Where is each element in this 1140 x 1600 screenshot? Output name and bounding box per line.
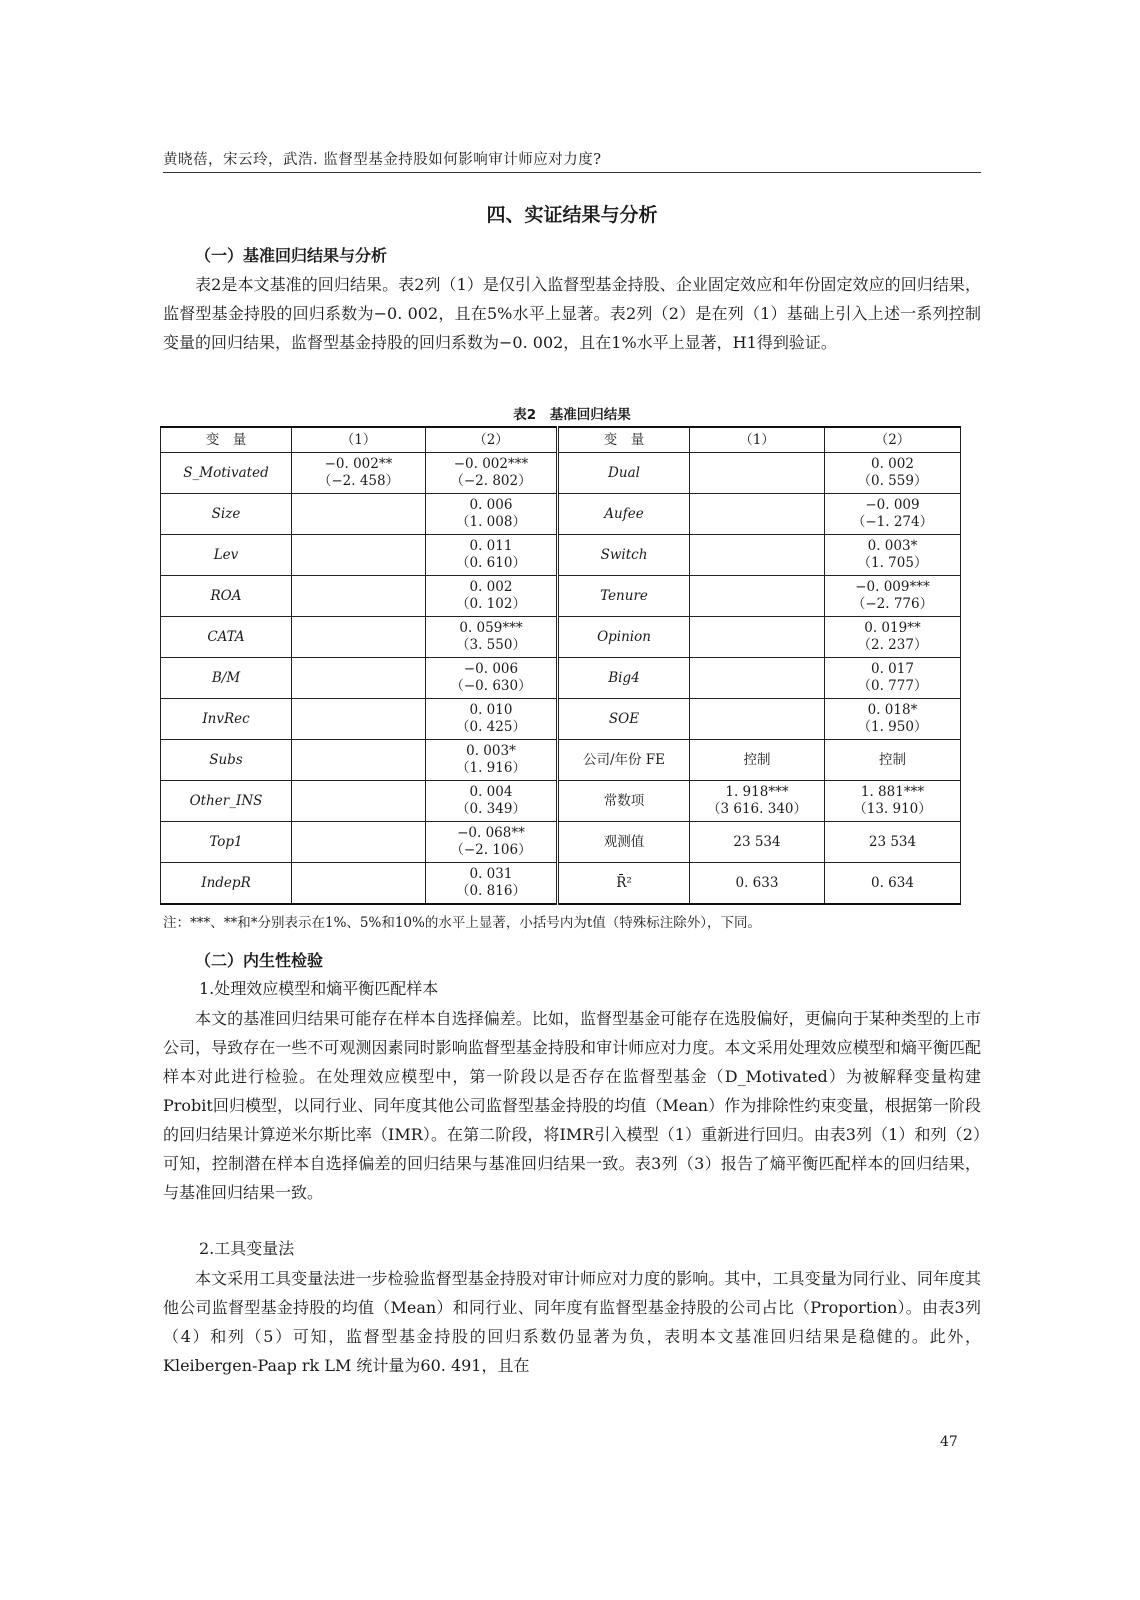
cell-t-value: （−2. 802） [450, 473, 532, 489]
cell-value: Lev [213, 546, 239, 563]
cell-value: Tenure [600, 587, 648, 604]
left-col2-cell [426, 617, 558, 658]
cell-value: Top1 [209, 833, 243, 850]
right-variable-cell [558, 535, 690, 576]
cell-value: 控制 [879, 751, 906, 768]
cell-value: 0. 010 [469, 702, 513, 718]
cell-t-value: （−2. 106） [450, 842, 532, 858]
right-col2-cell [825, 822, 961, 863]
right-col1-cell [690, 494, 825, 535]
header-cell: （2） [825, 427, 961, 453]
cell-value: 0. 019** [864, 620, 921, 636]
table-row [161, 822, 961, 863]
header-rule [163, 172, 981, 173]
right-col1-cell [690, 453, 825, 494]
subsection-title-2: （二）内生性检验 [195, 951, 324, 970]
cell-t-value: （0. 102） [456, 596, 526, 612]
left-col1-cell [292, 535, 426, 576]
left-col2-cell [426, 658, 558, 699]
left-variable-cell [161, 658, 292, 699]
cell-t-value: （3 616. 340） [707, 801, 807, 817]
cell-value: 0. 011 [469, 538, 513, 554]
left-col1-cell [292, 617, 426, 658]
page-number: 47 [940, 1434, 958, 1450]
right-col2-cell [825, 494, 961, 535]
table-body [161, 427, 961, 904]
left-col2-cell [426, 576, 558, 617]
table-row [161, 781, 961, 822]
table-caption: 表2 基准回归结果 [513, 407, 631, 423]
cell-value: 0. 004 [469, 784, 513, 800]
left-col2-cell [426, 740, 558, 781]
cell-value: 0. 002 [871, 456, 914, 472]
right-variable-cell [558, 781, 690, 822]
right-variable-cell [558, 576, 690, 617]
left-col1-cell [292, 822, 426, 863]
left-col1-cell [292, 453, 426, 494]
cell-t-value: （3. 550） [456, 637, 526, 653]
left-col1-cell [292, 781, 426, 822]
cell-value: 1. 881*** [860, 784, 925, 800]
cell-value: 观测值 [603, 833, 645, 850]
header-cell: （2） [426, 427, 558, 453]
cell-value: Size [211, 505, 241, 522]
right-col2-cell [825, 453, 961, 494]
left-col2-cell [426, 822, 558, 863]
cell-t-value: （−0. 630） [450, 678, 532, 694]
left-variable-cell [161, 494, 292, 535]
cell-t-value: （0. 816） [456, 883, 526, 899]
header-cell: 变 量 [558, 427, 690, 453]
cell-value: Switch [600, 546, 648, 563]
cell-t-value: （2. 237） [857, 637, 928, 653]
right-variable-cell [558, 863, 690, 905]
right-col1-cell [690, 863, 825, 905]
table-row [161, 453, 961, 494]
cell-t-value: （0. 425） [456, 719, 526, 735]
cell-value: Subs [209, 751, 243, 768]
cell-t-value: （1. 916） [456, 760, 526, 776]
left-variable-cell [161, 617, 292, 658]
cell-value: 0. 006 [469, 497, 513, 513]
table-row [161, 617, 961, 658]
cell-t-value: （−1. 274） [851, 514, 934, 530]
cell-value: −0. 002*** [453, 456, 529, 472]
right-col2-cell [825, 781, 961, 822]
cell-value: Big4 [608, 669, 640, 686]
table-row [161, 740, 961, 781]
cell-value: S_Motivated [183, 464, 269, 481]
cell-t-value: （0. 559） [857, 473, 928, 489]
cell-value: B/M [211, 669, 241, 686]
cell-value: 控制 [743, 751, 771, 768]
cell-t-value: （0. 777） [857, 678, 928, 694]
cell-value: 0. 059*** [459, 620, 523, 636]
cell-value: 0. 003* [466, 743, 516, 759]
right-col1-cell [690, 822, 825, 863]
left-col2-cell [426, 453, 558, 494]
regression-table [160, 426, 961, 905]
cell-value: 1. 918*** [725, 784, 789, 800]
cell-value: 0. 017 [871, 661, 914, 677]
cell-t-value: （13. 910） [853, 801, 932, 817]
cell-value: 0. 633 [735, 874, 779, 891]
cell-value: InvRec [202, 710, 250, 727]
cell-value: ROA [210, 587, 242, 604]
left-col1-cell [292, 576, 426, 617]
cell-value: Opinion [597, 628, 651, 645]
section-title: 四、实证结果与分析 [486, 204, 658, 226]
left-variable-cell [161, 781, 292, 822]
left-variable-cell [161, 453, 292, 494]
cell-value: 0. 018* [867, 702, 918, 718]
right-variable-cell [558, 699, 690, 740]
right-col1-cell [690, 781, 825, 822]
cell-value: Dual [608, 464, 640, 481]
cell-t-value: （−2. 458） [317, 473, 400, 489]
table-row [161, 863, 961, 905]
left-col1-cell [292, 740, 426, 781]
header-cell: （1） [690, 427, 825, 453]
right-col2-cell [825, 535, 961, 576]
right-col2-cell [825, 699, 961, 740]
cell-value: 0. 634 [871, 874, 914, 891]
right-col2-cell [825, 576, 961, 617]
cell-value: 公司/年份 FE [582, 751, 666, 768]
cell-value: 23 534 [733, 833, 781, 850]
left-col1-cell [292, 699, 426, 740]
cell-value: −0. 009*** [855, 579, 930, 595]
table-row [161, 658, 961, 699]
right-col1-cell [690, 535, 825, 576]
table-row [161, 535, 961, 576]
left-col1-cell [292, 494, 426, 535]
cell-value: 23 534 [868, 833, 917, 850]
left-col2-cell [426, 699, 558, 740]
left-col1-cell [292, 658, 426, 699]
right-col1-cell [690, 576, 825, 617]
left-variable-cell [161, 863, 292, 905]
header-cell: （1） [292, 427, 426, 453]
cell-value: CATA [207, 628, 245, 645]
table-row [161, 494, 961, 535]
paragraph-3: 本文采用工具变量法进一步检验监督型基金持股对审计师应对力度的影响。其中，工具变量为同行业、同年度其他公司监督型基金持股的均值（Mean）和同行业、同年度有监督型基金持股的公司占比（Proportion）。由表3列（4）和列（5）可知，监督型基金持股的回归系数仍显著为负，表明本文基准回归结果是稳健的。此外，Kleibergen-Paap rk LM 统计量为60. 491，且在 [163, 1269, 981, 1375]
right-col2-cell [825, 863, 961, 905]
cell-value: 0. 031 [469, 866, 513, 882]
right-variable-cell [558, 822, 690, 863]
table-row [161, 576, 961, 617]
cell-t-value: （1. 950） [857, 719, 928, 735]
cell-value: R̄² [616, 874, 632, 891]
cell-t-value: （1. 008） [456, 514, 526, 530]
cell-value: 0. 003* [867, 538, 918, 554]
paragraph-2: 本文的基准回归结果可能存在样本自选择偏差。比如，监督型基金可能存在选股偏好，更偏向于某种类型的上市公司，导致存在一些不可观测因素同时影响监督型基金持股和审计师应对力度。本文采用处理效应模型和熵平衡匹配样本对此进行检验。在处理效应模型中，第一阶段以是否存在监督型基金（D_Motivated）为被解释变量构建Probit回归模型，以同行业、同年度其他公司监督型基金持股的均值（Mean）作为排除性约束变量，根据第一阶段的回归结果计算逆米尔斯比率（IMR）。在第二阶段，将IMR引入模型（1）重新进行回归。由表3列（1）和列（2）可知，控制潜在样本自选择偏差的回归结果与基准回归结果一致。表3列（3）报告了熵平衡匹配样本的回归结果，与基准回归结果一致。 [163, 1009, 981, 1202]
right-col1-cell [690, 617, 825, 658]
cell-value: SOE [608, 710, 640, 727]
cell-value: Other_INS [189, 792, 263, 809]
left-variable-cell [161, 740, 292, 781]
left-variable-cell [161, 576, 292, 617]
right-variable-cell [558, 494, 690, 535]
cell-value: 0. 002 [469, 579, 513, 595]
subheading-2-1: 1.处理效应模型和熵平衡匹配样本 [199, 979, 439, 998]
left-col2-cell [426, 535, 558, 576]
table-header-row [161, 427, 961, 453]
right-col2-cell [825, 658, 961, 699]
left-variable-cell [161, 699, 292, 740]
cell-value: Aufee [604, 505, 644, 522]
table-note: 注：***、**和*分别表示在1%、5%和10%的水平上显著，小括号内为t值（特殊标注除外），下同。 [163, 915, 762, 931]
right-variable-cell [558, 740, 690, 781]
right-col2-cell [825, 740, 961, 781]
left-col1-cell [292, 863, 426, 905]
cell-value: −0. 009 [865, 497, 920, 513]
cell-t-value: （−2. 776） [851, 596, 934, 612]
cell-value: −0. 006 [463, 661, 519, 677]
left-col2-cell [426, 494, 558, 535]
cell-t-value: （1. 705） [857, 555, 928, 571]
cell-value: −0. 002** [324, 456, 393, 472]
right-col2-cell [825, 617, 961, 658]
left-variable-cell [161, 822, 292, 863]
right-col1-cell [690, 699, 825, 740]
right-col1-cell [690, 740, 825, 781]
right-variable-cell [558, 617, 690, 658]
running-head: 黄晓蓓，宋云玲，武浩. 监督型基金持股如何影响审计师应对力度? [163, 152, 602, 168]
right-variable-cell [558, 453, 690, 494]
cell-t-value: （0. 349） [456, 801, 526, 817]
table-row [161, 699, 961, 740]
cell-value: −0. 068** [457, 825, 525, 841]
right-variable-cell [558, 658, 690, 699]
subheading-2-2: 2.工具变量法 [199, 1239, 295, 1258]
left-col2-cell [426, 781, 558, 822]
subsection-title-1: （一）基准回归结果与分析 [195, 246, 388, 265]
cell-t-value: （0. 610） [456, 555, 526, 571]
left-variable-cell [161, 535, 292, 576]
header-cell: 变 量 [161, 427, 292, 453]
right-col1-cell [690, 658, 825, 699]
paragraph-1: 表2是本文基准的回归结果。表2列（1）是仅引入监督型基金持股、企业固定效应和年份固定效应的回归结果，监督型基金持股的回归系数为−0. 002，且在5%水平上显著。表2列（2）是在列（1）基础上引入上述一系列控制变量的回归结果，监督型基金持股的回归系数为−0. 002，且在1%水平上显著，H1得到验证。 [163, 275, 981, 352]
cell-value: 常数项 [603, 792, 645, 809]
cell-value: IndepR [201, 874, 251, 891]
left-col2-cell [426, 863, 558, 905]
